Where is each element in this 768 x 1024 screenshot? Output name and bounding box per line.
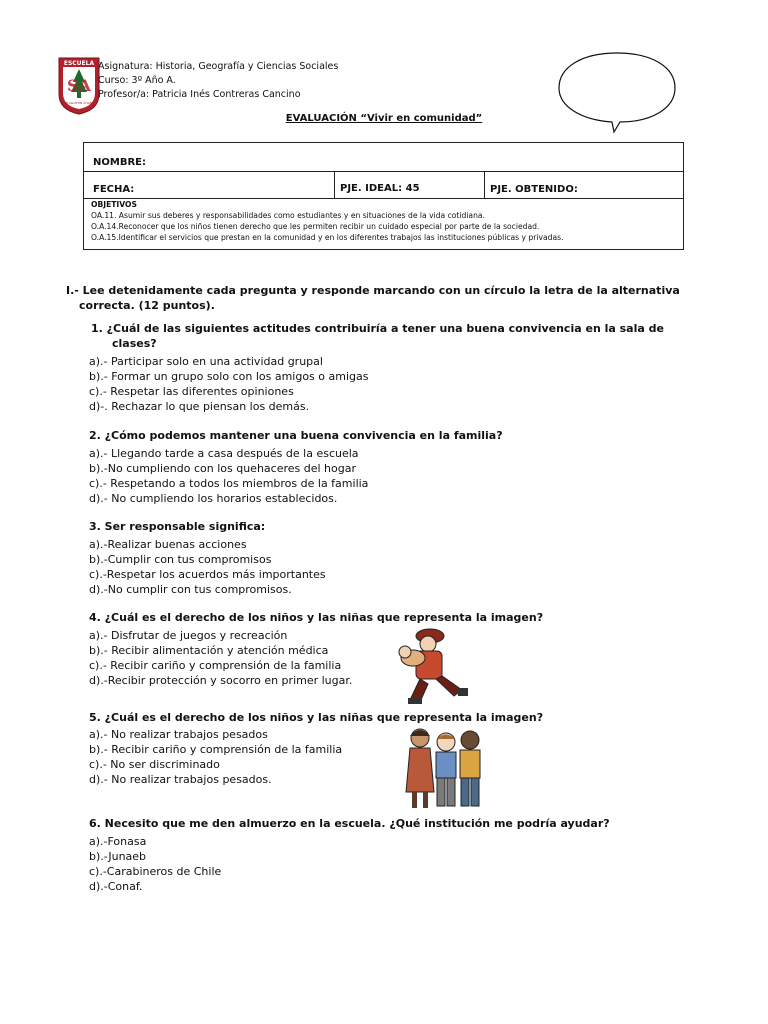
question-2-options: [89, 446, 368, 506]
subject-line: Asignatura: Historia, Geografía y Ciencias Sociales: [98, 61, 339, 72]
option[interactable]: c).-Respetar los acuerdos más importantes: [89, 568, 326, 581]
instructions-line-1: I.- Lee detenidamente cada pregunta y responde marcando con un círculo la letra de la alternativa: [66, 284, 680, 297]
ideal-score-label: PJE. IDEAL: 45: [340, 183, 420, 194]
option[interactable]: d)-. Rechazar lo que piensan los demás.: [89, 400, 310, 413]
question-5-text: 5. ¿Cuál es el derecho de los niños y las niñas que representa la imagen?: [89, 711, 544, 724]
diverse-children-image: [398, 722, 490, 814]
option[interactable]: c).- Respetando a todos los miembros de la familia: [89, 477, 369, 490]
course-line: Curso: 3º Año A.: [98, 75, 176, 86]
option[interactable]: c).- No ser discriminado: [89, 758, 220, 771]
option[interactable]: c).-Carabineros de Chile: [89, 865, 222, 878]
option[interactable]: b).-Cumplir con tus compromisos: [89, 553, 272, 566]
instructions-line-2: correcta. (12 puntos).: [79, 299, 215, 312]
question-1-options: [89, 354, 368, 414]
question-4-options: [89, 628, 352, 688]
question-2-text: 2. ¿Cómo podemos mantener una buena convivencia en la familia?: [89, 429, 503, 442]
option[interactable]: b).-No cumpliendo con los quehaceres del hogar: [89, 462, 357, 475]
firefighter-rescue-image: [380, 624, 475, 706]
option[interactable]: b).- Formar un grupo solo con los amigos o amigas: [89, 370, 369, 383]
option[interactable]: d).- No realizar trabajos pesados.: [89, 773, 272, 786]
option[interactable]: a).-Fonasa: [89, 835, 147, 848]
logo-text-top: ESCUELA: [63, 60, 95, 67]
option[interactable]: a).- Participar solo en una actividad grupal: [89, 355, 323, 368]
option[interactable]: a).- Llegando tarde a casa después de la escuela: [89, 447, 359, 460]
option[interactable]: d).- No cumpliendo los horarios establecidos.: [89, 492, 338, 505]
objectives-label: OBJETIVOS: [91, 200, 137, 209]
date-label: FECHA:: [93, 184, 135, 195]
question-3-options: [89, 537, 326, 597]
option[interactable]: d).-Conaf.: [89, 880, 143, 893]
teacher-line: Profesor/a: Patricia Inés Contreras Cancino: [98, 89, 301, 100]
student-info-table: [83, 142, 684, 250]
option[interactable]: d).-Recibir protección y socorro en primer lugar.: [89, 674, 353, 687]
question-1-text: 1. ¿Cuál de las siguientes actitudes contribuiría a tener una buena convivencia en la sala de: [91, 322, 664, 335]
question-3-text: 3. Ser responsable significa:: [89, 520, 266, 533]
question-5-options: [89, 727, 342, 787]
name-label: NOMBRE:: [93, 157, 146, 168]
objective-item: OA.11. Asumir sus deberes y responsabilidades como estudiantes y en situaciones de la vida cotidiana.: [91, 211, 485, 220]
page-title: EVALUACIÓN “Vivir en comunidad”: [285, 113, 483, 124]
objective-item: O.A.14.Reconocer que los niños tienen derecho que les permiten recibir un cuidado especial por parte de la sociedad.: [91, 222, 540, 231]
question-6-options: [89, 834, 221, 894]
logo-letters: SA: [67, 76, 91, 95]
question-1-text-cont: clases?: [112, 337, 157, 350]
logo-text-bottom: SAN AGUSTIN CHANCO: [61, 101, 97, 105]
question-4-text: 4. ¿Cuál es el derecho de los niños y las niñas que representa la imagen?: [89, 611, 544, 624]
objective-item: O.A.15.Identificar el servicios que prestan en la comunidad y en los diferentes trabajos las instituciones públicas y privadas.: [91, 233, 564, 242]
option[interactable]: a).-Realizar buenas acciones: [89, 538, 247, 551]
option[interactable]: a).- Disfrutar de juegos y recreación: [89, 629, 288, 642]
option[interactable]: b).- Recibir cariño y comprensión de la familia: [89, 743, 343, 756]
option[interactable]: a).- No realizar trabajos pesados: [89, 728, 268, 741]
option[interactable]: d).-No cumplir con tus compromisos.: [89, 583, 292, 596]
question-6-text: 6. Necesito que me den almuerzo en la escuela. ¿Qué institución me podría ayudar?: [89, 817, 610, 830]
option[interactable]: b).-Junaeb: [89, 850, 147, 863]
option[interactable]: b).- Recibir alimentación y atención médica: [89, 644, 329, 657]
obtained-score-label: PJE. OBTENIDO:: [490, 184, 578, 195]
school-logo: [57, 56, 101, 116]
option[interactable]: c).- Recibir cariño y comprensión de la familia: [89, 659, 342, 672]
option[interactable]: c).- Respetar las diferentes opiniones: [89, 385, 294, 398]
